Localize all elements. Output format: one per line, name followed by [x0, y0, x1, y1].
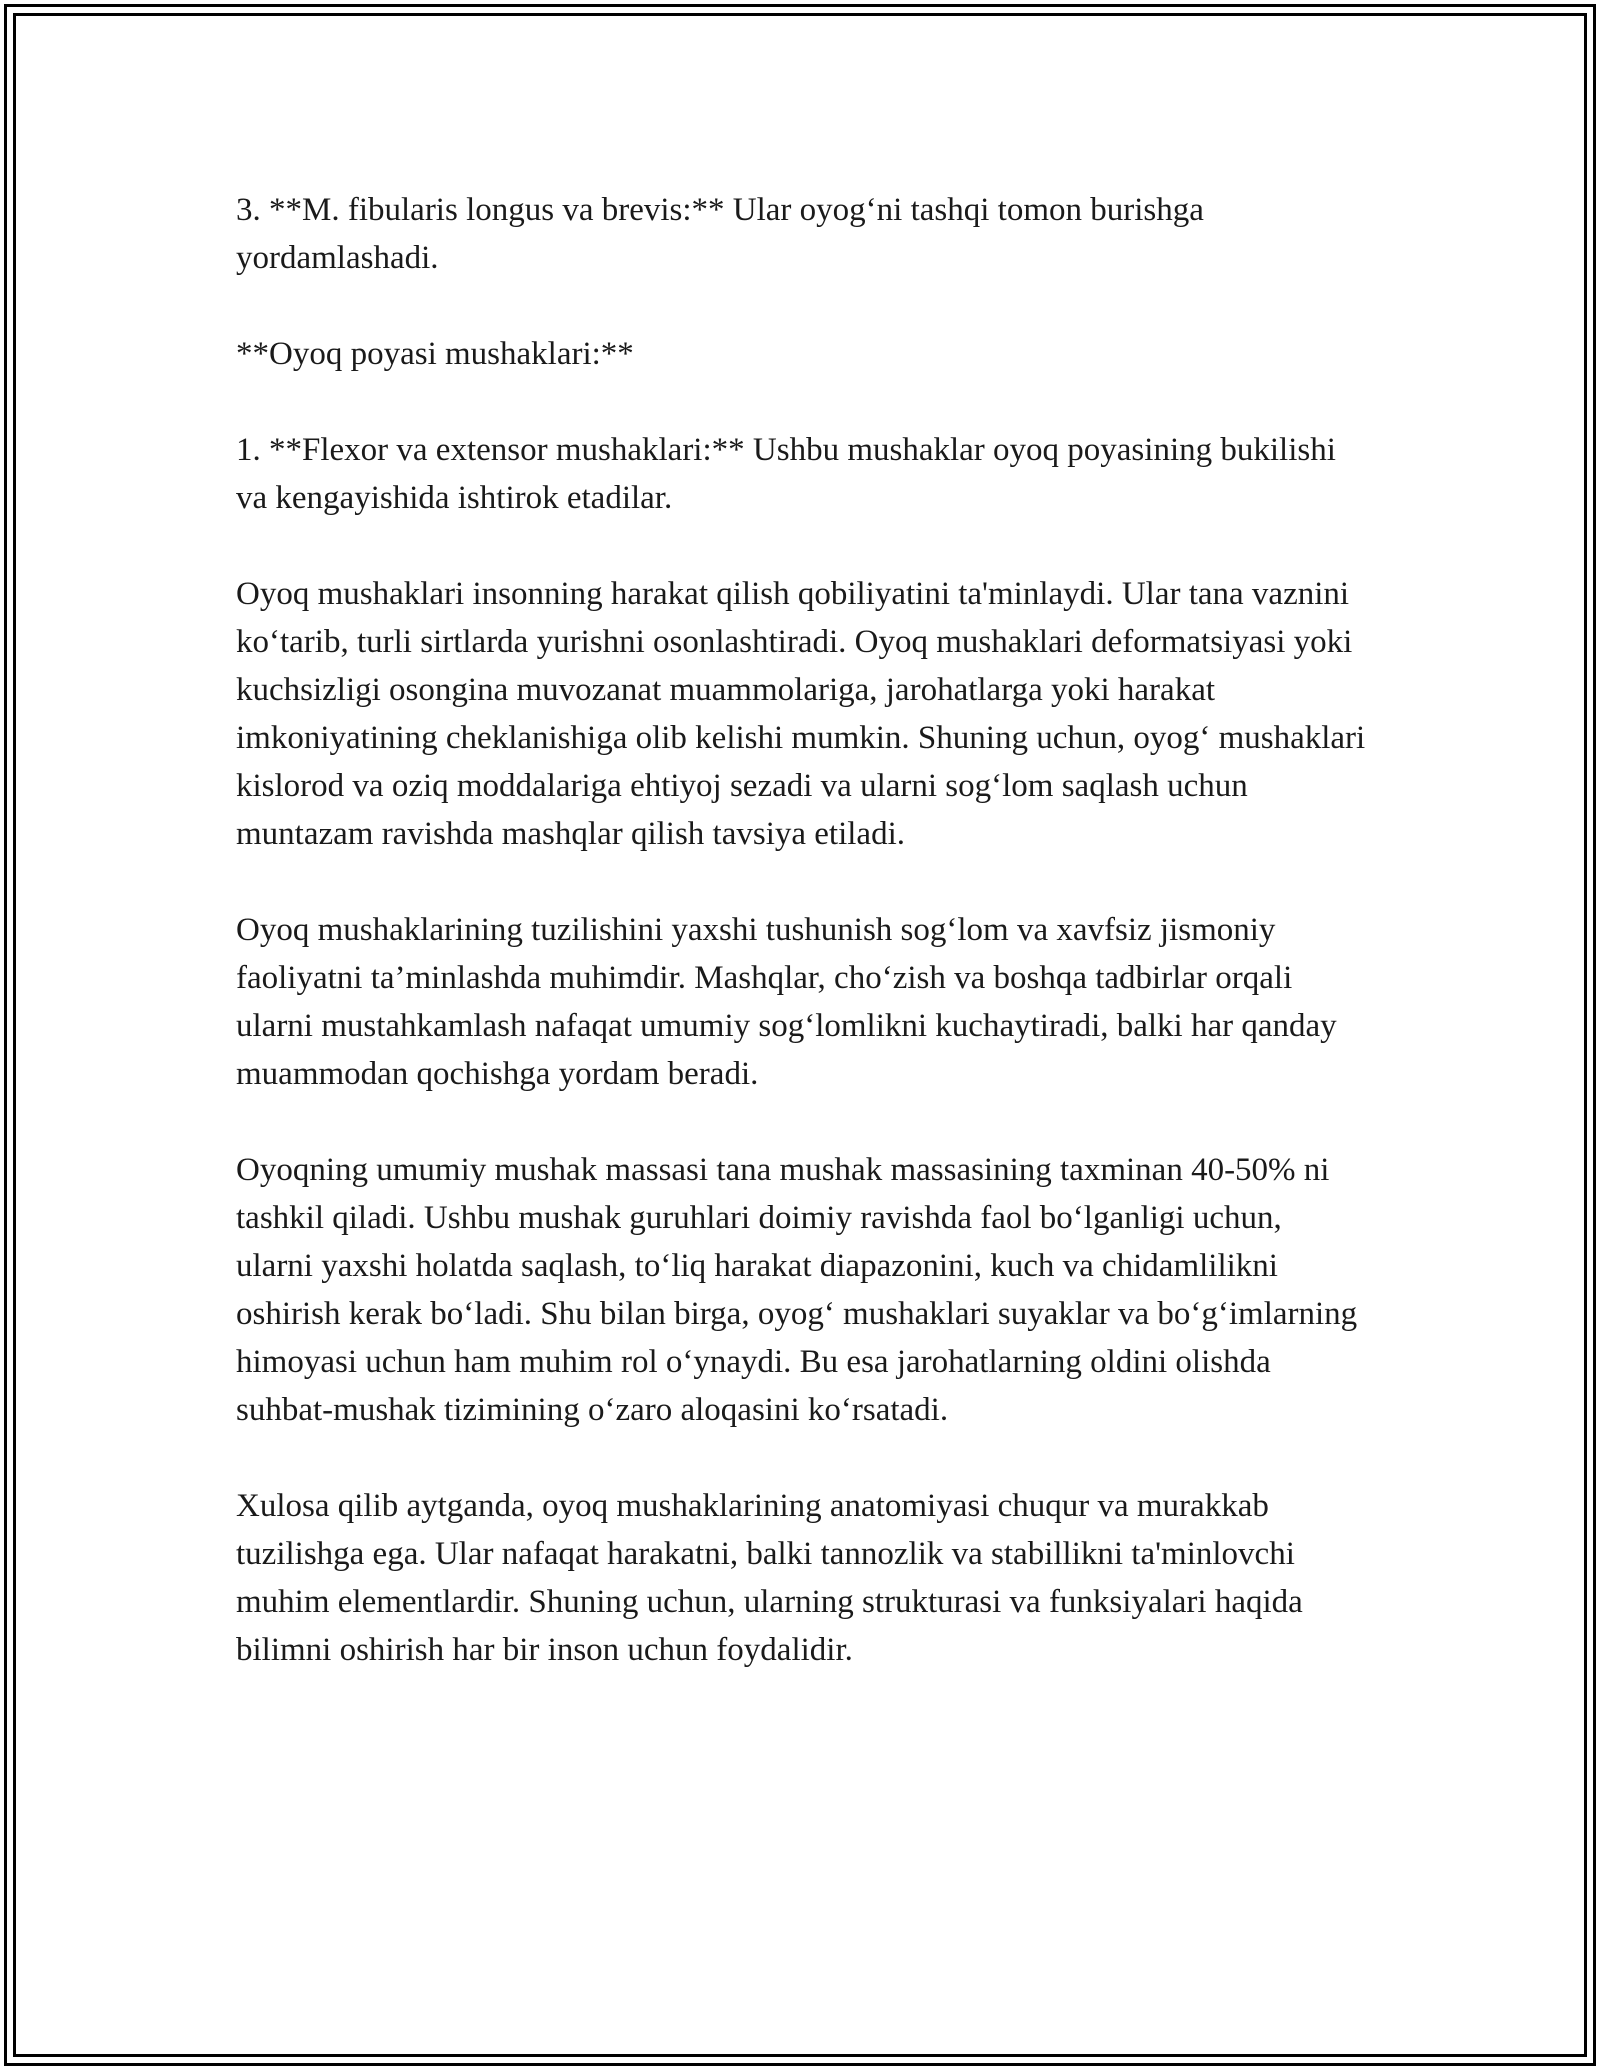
paragraph-leg-muscle-function: Oyoq mushaklari insonning harakat qilish qobiliyatini ta'minlaydi. Ular tana vaznini ko‘tarib, turli sirtlarda yurishni osonlashtiradi. Oyoq mushaklari deformatsiyasi yoki kuchsizligi osongina muvozanat muammolariga, jarohatlarga yoki harakat imkoniyatining cheklanishiga olib kelishi mumkin. Shuning uchun, oyog‘ mushaklari kislorod va oziq moddalariga ehtiyoj sezadi va ularni sog‘lom saqlash uchun muntazam ravishda mashqlar qilish tavsiya etiladi. [236, 576, 1366, 852]
paragraph-understanding-structure: Oyoq mushaklarining tuzilishini yaxshi tushunish sog‘lom va xavfsiz jismoniy faoliyatni ta’minlashda muhimdir. Mashqlar, cho‘zish va boshqa tadbirlar orqali ularni mustahkamlash nafaqat umumiy sog‘lomlikni kuchaytiradi, balki har qanday muammodan qochishga yordam beradi. [236, 912, 1337, 1092]
paragraph-fibularis-muscles: 3. **M. fibularis longus va brevis:** Ular oyog‘ni tashqi tomon burishga yordamlashadi. [236, 192, 1204, 276]
paragraph-conclusion: Xulosa qilib aytganda, oyoq mushaklarining anatomiyasi chuqur va murakkab tuzilishga ega. Ular nafaqat harakatni, balki tannozlik va stabillikni ta'minlovchi muhim elementlardir. Shuning uchun, ularning strukturasi va funksiyalari haqida bilimni oshirish har bir inson uchun foydalidir. [236, 1488, 1303, 1668]
paragraph-muscle-mass: Oyoqning umumiy mushak massasi tana mushak massasining taxminan 40-50% ni tashkil qiladi. Ushbu mushak guruhlari doimiy ravishda faol bo‘lganligi uchun, ularni yaxshi holatda saqlash, to‘liq harakat diapazonini, kuch va chidamlilikni oshirish kerak bo‘ladi. Shu bilan birga, oyog‘ mushaklari suyaklar va bo‘g‘imlarning himoyasi uchun ham muhim rol o‘ynaydi. Bu esa jarohatlarning oldini olishda suhbat-mushak tizimining o‘zaro aloqasini ko‘rsatadi. [236, 1152, 1358, 1428]
paragraph-flexor-extensor: 1. **Flexor va extensor mushaklari:** Ushbu mushaklar oyoq poyasining bukilishi va kengayishida ishtirok etadilar. [236, 432, 1336, 516]
paragraph-foot-muscles-heading: **Oyoq poyasi mushaklari:** [236, 336, 634, 372]
document-body [236, 186, 1366, 1722]
